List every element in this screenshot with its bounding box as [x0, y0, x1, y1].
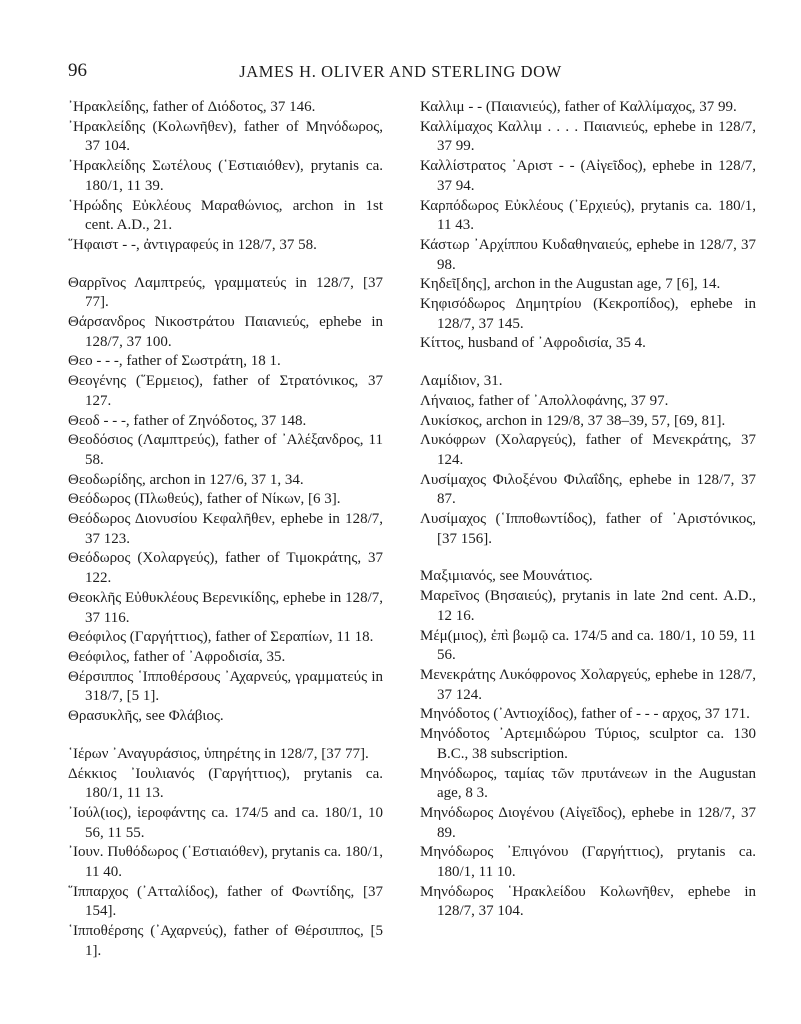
index-entry: Κηφισόδωρος Δημητρίου (Κεκροπίδος), ephebe in 128/7, 37 145. — [420, 296, 756, 332]
index-entry: Λαμίδιον, 31. — [420, 373, 503, 390]
index-entry: ᾿Ιουν. Πυθόδωρος (῾Εστιαιόθεν), prytanis ca. 180/1, 11 40. — [68, 844, 383, 881]
index-entry: Μαξιμιανός, see Μουνάτιος. — [420, 568, 593, 585]
index-entry: Καλλίμαχος Καλλιμ . . . . Παιανιεύς, ephebe in 128/7, 37 99. — [420, 118, 756, 155]
index-entry: Λυκόφρων (Χολαργεύς), father of Μενεκράτης, 37 124. — [420, 432, 756, 468]
letter-group-gap — [420, 549, 756, 567]
index-entry: Θεόφιλος (Γαργήττιος), father of Σεραπίων, 11 18. — [68, 629, 374, 646]
index-entry: Μηνόδοτος ᾿Αρτεμιδώρου Τύριος, sculptor ca. 130 B.C., 38 subscription. — [420, 726, 756, 762]
index-entry: Θεοδ - - -, father of Ζηνόδοτος, 37 148. — [68, 412, 307, 429]
index-entry: Θεόφιλος, father of ᾿Αφροδισία, 35. — [68, 648, 286, 665]
letter-group-gap — [68, 727, 383, 745]
index-entry: Μαρεῖνος (Βησαιεύς), prytanis in late 2nd cent. A.D., 12 16. — [420, 588, 756, 624]
index-entry: Θεογένης (῞Ερμειος), father of Στρατόνικος, 37 127. — [68, 373, 383, 409]
index-entry: Μέμ(μιος), ἐπὶ βωμῷ ca. 174/5 and ca. 180/1, 10 59, 11 56. — [420, 627, 756, 664]
index-entry: Θεόδωρος (Πλωθεύς), father of Νίκων, [6 3]. — [68, 491, 341, 508]
index-entry: ᾿Ηρακλείδης, father of Διόδοτος, 37 146. — [68, 99, 316, 115]
right-column — [420, 98, 756, 922]
letter-group-gap — [420, 354, 756, 372]
index-entry: ῞Ιππαρχος (᾿Ατταλίδος), father of Φωντίδης, [37 154]. — [68, 883, 383, 920]
letter-group-gap — [68, 256, 383, 274]
index-entry: Καλλίστρατος ᾿Αριστ - - (Αἰγεῖδος), ephebe in 128/7, 37 94. — [420, 158, 756, 194]
index-entry: Μηνόδωρος, ταμίας τῶν πρυτάνεων in the Augustan age, 8 3. — [420, 765, 756, 802]
index-entry: Μηνόδοτος (᾿Αντιοχίδος), father of - - - αρχος, 37 171. — [420, 706, 750, 723]
index-entry: ῾Ιέρων ᾿Αναγυράσιος, ὑπηρέτης in 128/7, [37 77]. — [68, 745, 369, 762]
page-number: 96 — [68, 60, 87, 81]
index-entry: Καλλιμ - - (Παιανιεύς), father of Καλλίμαχος, 37 99. — [420, 99, 737, 115]
index-entry: ᾿Ηρακλείδης Σωτέλους (῾Εστιαιόθεν), prytanis ca. 180/1, 11 39. — [68, 158, 383, 194]
index-entry: ᾿Ιούλ(ιος), ἱεροφάντης ca. 174/5 and ca. 180/1, 10 56, 11 55. — [68, 804, 383, 841]
index-entry: ᾿Ηρακλείδης (Κολωνῆθεν), father of Μηνόδωρος, 37 104. — [68, 118, 383, 155]
index-entry: Θεοδόσιος (Λαμπτρεύς), father of ᾿Αλέξανδρος, 11 58. — [68, 432, 383, 468]
index-entry: Μηνόδωρος Διογένου (Αἰγεῖδος), ephebe in 128/7, 37 89. — [420, 804, 756, 841]
index-entry: ῾Ηρώδης Εὐκλέους Μαραθώνιος, archon in 1st cent. A.D., 21. — [68, 197, 383, 234]
index-entry: Θέρσιππος ῾Ιπποθέρσους ᾿Αχαρνεύς, γραμματεύς in 318/7, [5 1]. — [68, 668, 383, 705]
index-entry: Θρασυκλῆς, see Φλάβιος. — [68, 708, 224, 725]
index-entry: Λυσίμαχος Φιλοξένου Φιλαΐδης, ephebe in 128/7, 37 87. — [420, 471, 756, 508]
index-entry: Λυσίμαχος (῾Ιπποθωντίδος), father of ᾿Αριστόνικος, [37 156]. — [420, 511, 756, 547]
index-entry: Μενεκράτης Λυκόφρονος Χολαργεύς, ephebe in 128/7, 37 124. — [420, 666, 756, 703]
index-entry: Λήναιος, father of ᾿Απολλοφάνης, 37 97. — [420, 392, 669, 409]
index-entry: Θεοκλῆς Εὐθυκλέους Βερενικίδης, ephebe in 128/7, 37 116. — [68, 589, 383, 626]
index-entry: Θεόδωρος (Χολαργεύς), father of Τιμοκράτης, 37 122. — [68, 550, 383, 587]
index-entry: Κηδεῖ[δης], archon in the Augustan age, 7 [6], 14. — [420, 276, 721, 293]
index-entry: Θεο - - -, father of Σωστράτη, 18 1. — [68, 353, 281, 370]
index-entry: Κάστωρ ᾿Αρχίππου Κυδαθηναιεύς, ephebe in 128/7, 37 98. — [420, 236, 756, 273]
index-entry: Μηνόδωρος ᾿Επιγόνου (Γαργήττιος), prytanis ca. 180/1, 11 10. — [420, 844, 756, 881]
index-entry: Κίττος, husband of ᾿Αφροδισία, 35 4. — [420, 335, 646, 352]
index-entry: Θεόδωρος Διονυσίου Κεφαλῆθεν, ephebe in 128/7, 37 123. — [68, 511, 383, 547]
index-entry: Καρπόδωρος Εὐκλέους (᾿Ερχιεύς), prytanis ca. 180/1, 11 43. — [420, 197, 756, 234]
index-entry: Θάρσανδρος Νικοστράτου Παιανιεύς, ephebe in 128/7, 37 100. — [68, 314, 383, 350]
index-entry: Δέκκιος ᾿Ιουλιανός (Γαργήττιος), prytanis ca. 180/1, 11 13. — [68, 765, 383, 802]
running-head: JAMES H. OLIVER AND STERLING DOW — [239, 62, 562, 81]
index-entry: ῾Ιπποθέρσης (᾿Αχαρνεύς), father of Θέρσιππος, [5 1]. — [68, 923, 383, 959]
index-entry: Μηνόδωρος ῾Ηρακλείδου Κολωνῆθεν, ephebe in 128/7, 37 104. — [420, 883, 756, 920]
index-entry: Λυκίσκος, archon in 129/8, 37 38–39, 57, [69, 81]. — [420, 412, 726, 429]
index-entry: ῞Ηφαιστ - -, ἀντιγραφεύς in 128/7, 37 58. — [68, 236, 317, 253]
index-entry: Θεοδωρίδης, archon in 127/6, 37 1, 34. — [68, 471, 304, 488]
index-entry: Θαρρῖνος Λαμπτρεύς, γραμματεύς in 128/7, [37 77]. — [68, 274, 383, 311]
left-column — [68, 98, 383, 962]
